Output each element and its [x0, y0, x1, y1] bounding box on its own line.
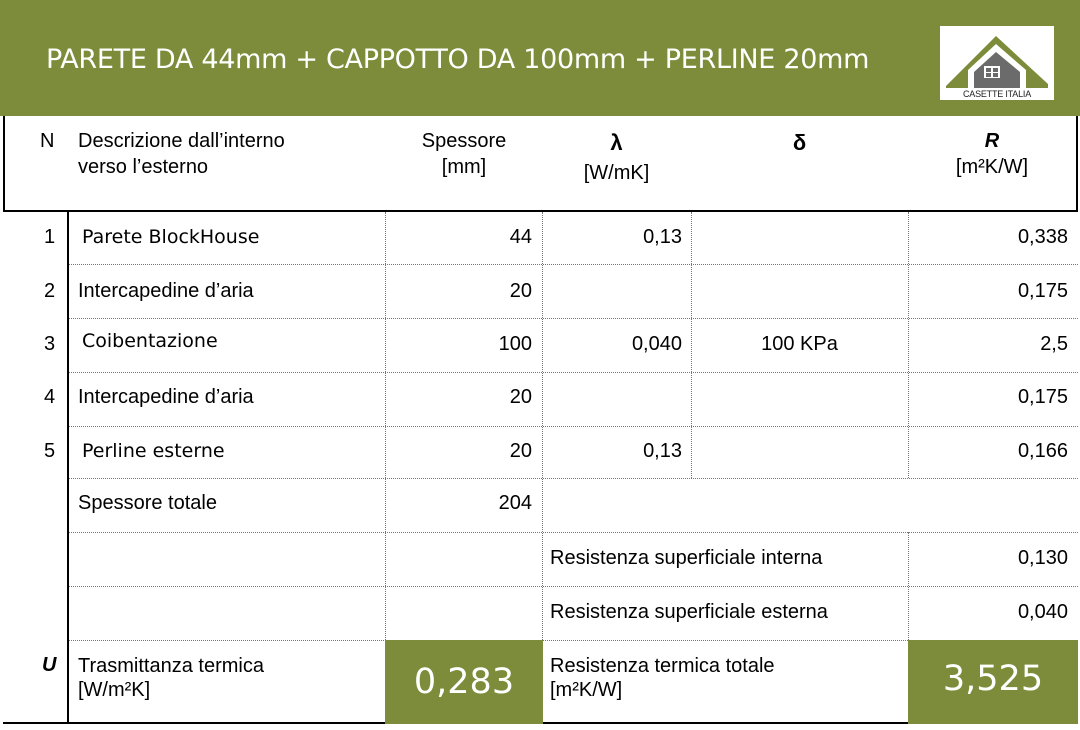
layer-r: 2,5 [1040, 333, 1068, 355]
layer-thickness: 20 [509, 280, 532, 302]
casette-italia-logo [940, 26, 1054, 100]
col-header-r: R [984, 130, 1000, 152]
row-separator [69, 426, 1078, 427]
n-column-divider [67, 210, 69, 724]
layer-r: 0,166 [1017, 440, 1068, 462]
layer-thickness: 20 [509, 386, 532, 408]
total-resistance-label: Resistenza termica totale [550, 655, 775, 677]
layer-lambda: 0,13 [643, 226, 682, 248]
layer-lambda: 0,13 [643, 440, 682, 462]
col-header-r-unit: [m²K/W] [955, 156, 1029, 178]
header-bottom-rule [3, 210, 1078, 212]
total-thickness-label: Spessore totale [78, 492, 217, 514]
surface-external-value: 0,040 [1017, 601, 1068, 623]
row-separator [69, 478, 1078, 479]
layer-r: 0,175 [1017, 386, 1068, 408]
surface-internal-label: Resistenza superficiale interna [550, 547, 823, 569]
row-separator [69, 264, 1078, 265]
total-resistance-value: 3,525 [908, 640, 1078, 724]
col-header-delta: δ [792, 130, 807, 155]
col-header-n: N [40, 130, 55, 152]
row-number: 3 [44, 333, 56, 355]
transmittance-symbol: U [42, 654, 57, 676]
col-header-lambda: λ [610, 130, 623, 155]
row-separator [69, 532, 1078, 533]
row-number: 4 [44, 386, 56, 408]
layer-lambda: 0,040 [631, 333, 682, 355]
column-separator [385, 212, 386, 640]
layer-description: Parete BlockHouse [82, 226, 260, 248]
row-separator [69, 318, 1078, 319]
layer-description: Coibentazione [82, 330, 218, 352]
row-separator [69, 372, 1078, 373]
logo-text: CASETTE ITALIA [962, 89, 1032, 99]
transmittance-unit: [W/m²K] [78, 679, 151, 701]
col-header-thickness-1: Spessore [421, 130, 507, 152]
header-bar [0, 0, 1080, 116]
transmittance-label: Trasmittanza termica [78, 655, 264, 677]
col-header-thickness-2: [mm] [441, 156, 487, 178]
table-border-left-top [3, 116, 5, 212]
layer-r: 0,338 [1017, 226, 1068, 248]
page-title: PARETE DA 44mm + CAPPOTTO DA 100mm + PERLINE 20mm [46, 44, 870, 75]
table-border-right-top [1076, 116, 1078, 212]
surface-external-label: Resistenza superficiale esterna [550, 601, 828, 623]
total-thickness-value: 204 [498, 492, 532, 514]
layer-thickness: 100 [498, 333, 532, 355]
col-header-description-2: verso l’esterno [78, 156, 209, 178]
layer-thickness: 44 [509, 226, 532, 248]
row-number: 5 [44, 440, 56, 462]
layer-description: Intercapedine d’aria [78, 386, 254, 408]
total-resistance-unit: [m²K/W] [550, 679, 623, 701]
layer-r: 0,175 [1017, 280, 1068, 302]
row-separator [69, 586, 1078, 587]
col-header-lambda-unit: [W/mK] [583, 162, 650, 184]
layer-description: Perline esterne [82, 440, 225, 462]
row-number: 1 [44, 226, 56, 248]
surface-internal-value: 0,130 [1017, 547, 1068, 569]
row-number: 2 [44, 280, 56, 302]
layer-delta: 100 KPa [761, 333, 838, 355]
layer-thickness: 20 [509, 440, 532, 462]
layer-description: Intercapedine d’aria [78, 280, 254, 302]
transmittance-value: 0,283 [385, 640, 543, 724]
col-header-description-1: Descrizione dall’interno [78, 130, 285, 152]
